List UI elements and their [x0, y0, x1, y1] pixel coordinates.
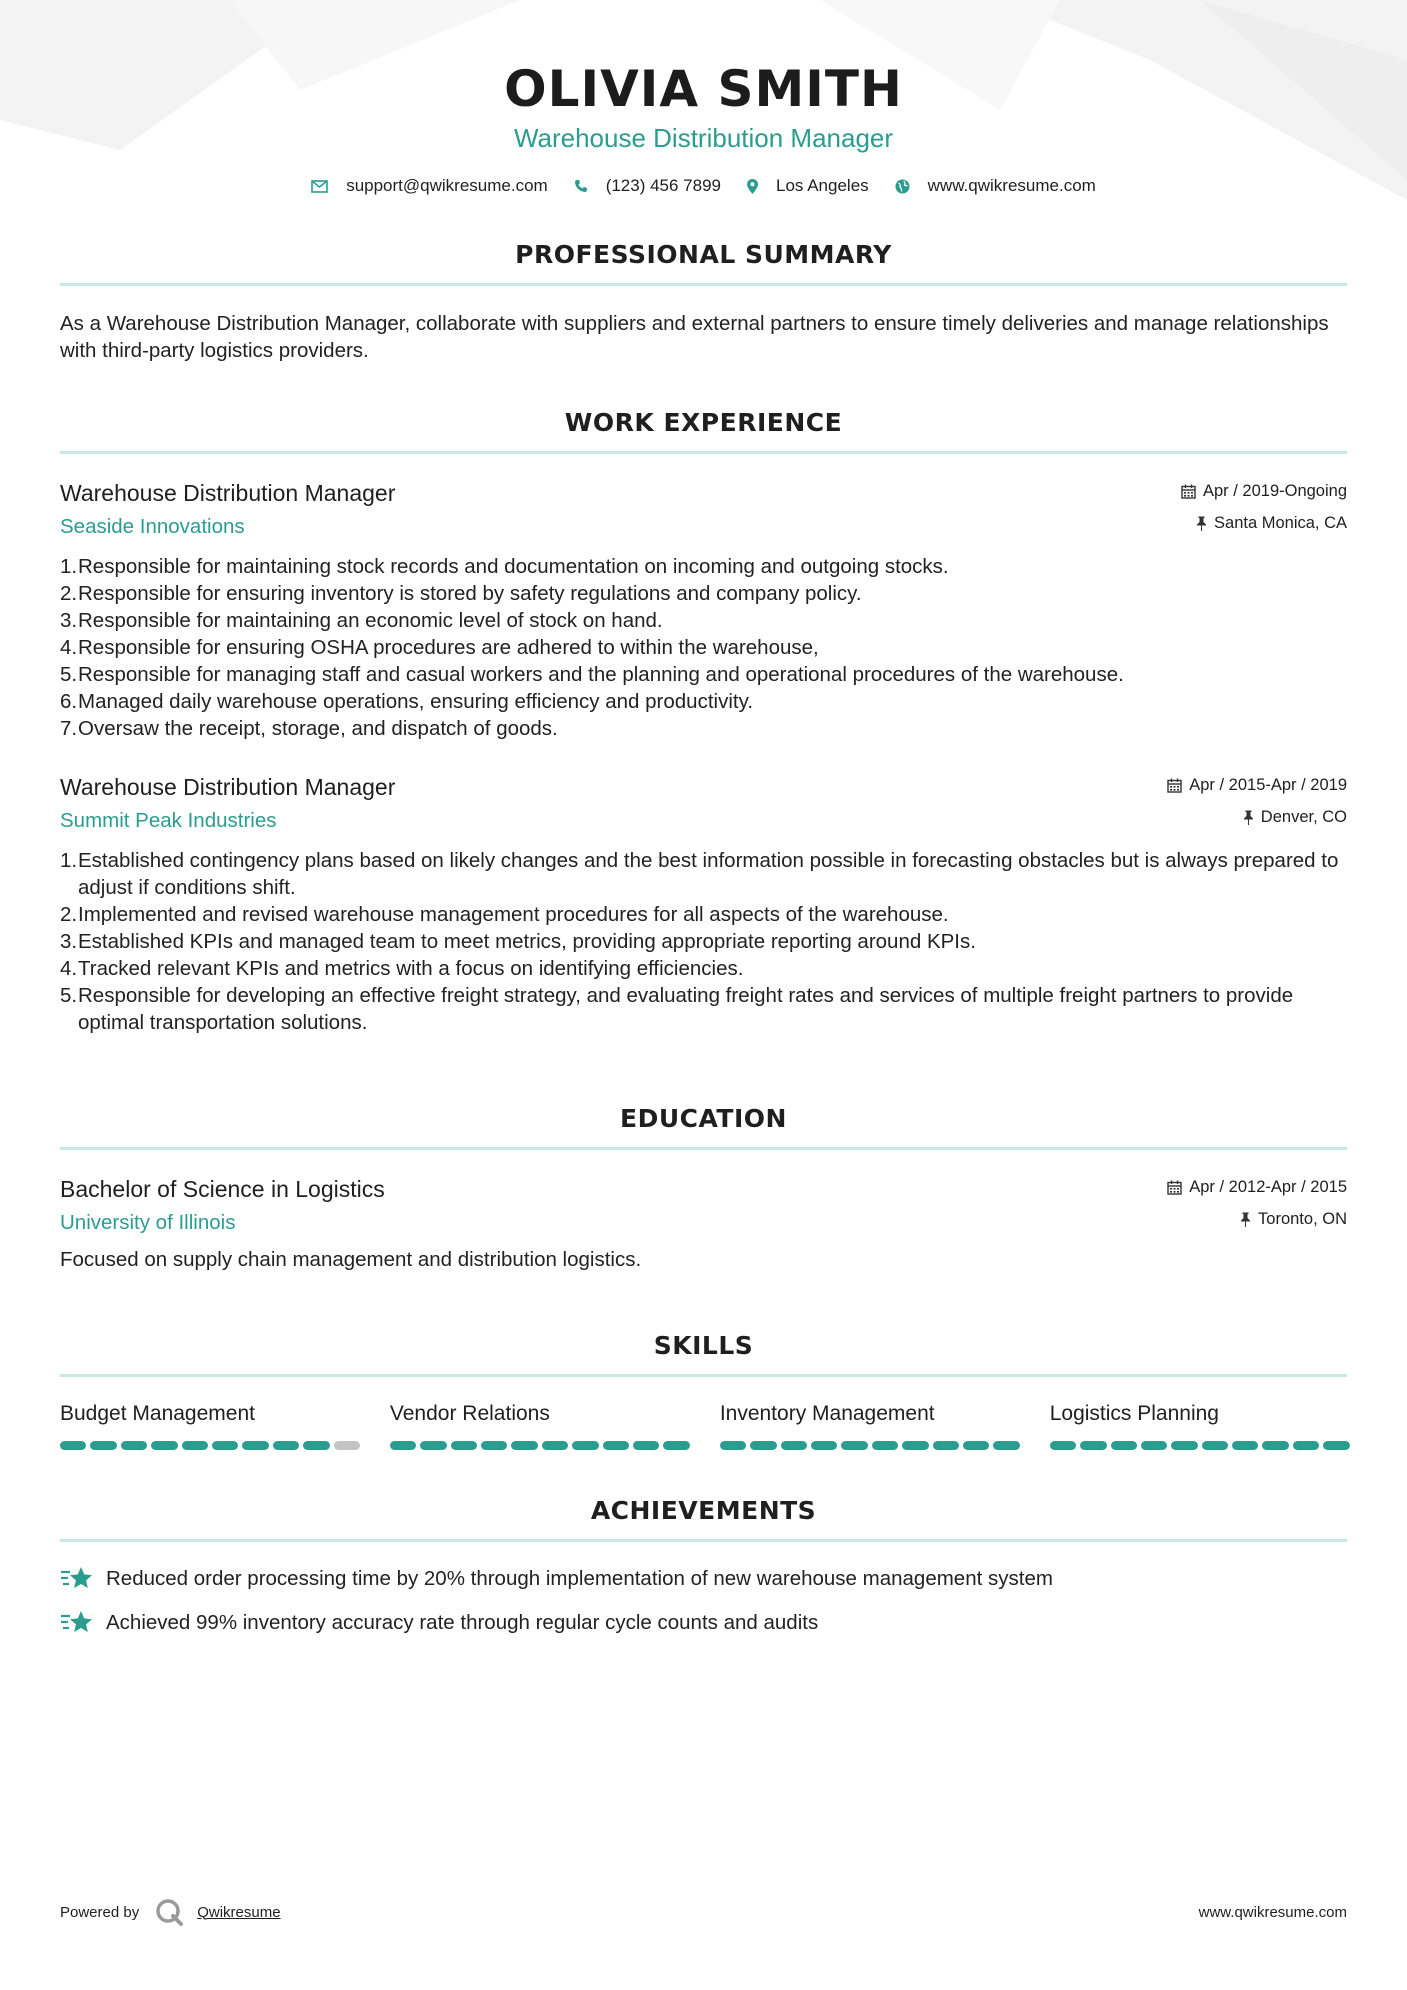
skill-segment-filled	[993, 1441, 1019, 1450]
skill-segment-filled	[933, 1441, 959, 1450]
calendar-icon	[1167, 778, 1182, 793]
skill-segment-filled	[781, 1441, 807, 1450]
section-divider	[60, 1147, 1347, 1150]
skill-segment-filled	[963, 1441, 989, 1450]
skill-segment-filled	[1262, 1441, 1288, 1450]
skill-item	[720, 1401, 1020, 1450]
skill-segment-filled	[1323, 1441, 1349, 1450]
achievements-list	[60, 1564, 1347, 1638]
job-company: Seaside Innovations	[60, 515, 245, 538]
skill-level-bar	[60, 1441, 360, 1450]
skill-segment-filled	[121, 1441, 147, 1450]
website-text: www.qwikresume.com	[927, 176, 1096, 195]
skill-segment-filled	[212, 1441, 238, 1450]
resume-header	[60, 0, 1347, 196]
skill-segment-filled	[572, 1441, 598, 1450]
education-section	[60, 1104, 1347, 1273]
pin-icon	[1196, 516, 1207, 531]
job-dates: Apr / 2015-Apr / 2019	[1189, 775, 1347, 794]
skill-segment-filled	[273, 1441, 299, 1450]
skill-segment-filled	[182, 1441, 208, 1450]
skill-segment-filled	[1080, 1441, 1106, 1450]
list-item: 4. Tracked relevant KPIs and metrics with a focus on identifying efficiencies.	[60, 957, 744, 980]
job-responsibilities	[60, 553, 1347, 742]
section-divider	[60, 1539, 1347, 1542]
pin-icon	[1240, 1212, 1251, 1227]
email-text: support@qwikresume.com	[346, 176, 548, 195]
section-divider	[60, 451, 1347, 454]
skill-segment-filled	[390, 1441, 416, 1450]
achievements-heading: ACHIEVEMENTS	[590, 1496, 817, 1525]
job-location: Santa Monica, CA	[1214, 513, 1347, 532]
star-icon	[60, 1565, 94, 1593]
location-text: Los Angeles	[776, 176, 869, 195]
phone-icon	[574, 179, 588, 193]
list-item: 3. Responsible for maintaining an economic level of stock on hand.	[60, 609, 663, 632]
powered-by-label: Powered by	[60, 1903, 140, 1921]
skill-name: Vendor Relations	[389, 1402, 550, 1425]
skill-segment-filled	[151, 1441, 177, 1450]
contact-phone[interactable]	[574, 176, 721, 196]
skill-item	[60, 1401, 360, 1450]
education-location: Toronto, ON	[1258, 1209, 1347, 1228]
skill-segment-filled	[603, 1441, 629, 1450]
calendar-icon	[1167, 1180, 1182, 1195]
skill-level-bar	[390, 1441, 690, 1450]
skill-segment-empty	[334, 1441, 360, 1450]
skill-segment-filled	[1050, 1441, 1076, 1450]
skill-segment-filled	[481, 1441, 507, 1450]
job-location: Denver, CO	[1260, 807, 1347, 826]
contact-website[interactable]	[895, 176, 1096, 196]
experience-section	[60, 408, 1347, 1036]
job-entry	[60, 478, 1347, 742]
list-item: 3. Established KPIs and managed team to meet metrics, providing appropriate reporting around KPIs.	[60, 930, 976, 953]
summary-text: As a Warehouse Distribution Manager, collaborate with suppliers and external partners to ensure timely deliveries and manage relationships with third-party logistics providers.	[60, 312, 1329, 362]
skill-segment-filled	[1171, 1441, 1197, 1450]
summary-heading: PROFESSIONAL SUMMARY	[515, 240, 892, 269]
skill-level-bar	[1050, 1441, 1350, 1450]
envelope-icon	[311, 180, 328, 193]
list-item: 1. Established contingency plans based on likely changes and the best information possible in forecasting obstacles but is always prepared to adjust if conditions shift.	[60, 849, 1339, 899]
candidate-name: OLIVIA SMITH	[504, 60, 903, 118]
skill-segment-filled	[720, 1441, 746, 1450]
candidate-role: Warehouse Distribution Manager	[513, 123, 894, 153]
skill-segment-filled	[60, 1441, 86, 1450]
education-description: Focused on supply chain management and distribution logistics.	[60, 1248, 642, 1271]
skill-segment-filled	[90, 1441, 116, 1450]
achievement-text: Reduced order processing time by 20% through implementation of new warehouse management system	[106, 1567, 1053, 1590]
degree-title: Bachelor of Science in Logistics	[60, 1176, 385, 1202]
job-title: Warehouse Distribution Manager	[60, 480, 396, 506]
skill-name: Inventory Management	[719, 1402, 935, 1425]
skill-segment-filled	[902, 1441, 928, 1450]
list-item: 4. Responsible for ensuring OSHA procedures are adhered to within the warehouse,	[60, 636, 819, 659]
skill-item	[1050, 1401, 1350, 1450]
job-responsibilities	[60, 847, 1347, 1036]
skill-segment-filled	[633, 1441, 659, 1450]
page-footer	[60, 1898, 1347, 1926]
education-heading: EDUCATION	[620, 1104, 787, 1133]
skill-item	[390, 1401, 690, 1450]
skill-segment-filled	[811, 1441, 837, 1450]
job-company: Summit Peak Industries	[60, 809, 277, 832]
powered-by	[60, 1898, 281, 1926]
skills-heading: SKILLS	[653, 1331, 754, 1360]
contact-location	[747, 176, 869, 196]
education-dates: Apr / 2012-Apr / 2015	[1189, 1177, 1347, 1196]
list-item: 2. Implemented and revised warehouse management procedures for all aspects of the warehouse.	[60, 903, 949, 926]
footer-website[interactable]: www.qwikresume.com	[1198, 1903, 1347, 1921]
qwikresume-link[interactable]: Qwikresume	[197, 1903, 281, 1921]
skill-segment-filled	[750, 1441, 776, 1450]
school-name: University of Illinois	[60, 1211, 236, 1234]
section-divider	[60, 283, 1347, 286]
skill-segment-filled	[1202, 1441, 1228, 1450]
skill-segment-filled	[420, 1441, 446, 1450]
qwikresume-logo-icon	[155, 1898, 183, 1926]
list-item: 1. Responsible for maintaining stock records and documentation on incoming and outgoing stocks.	[60, 555, 949, 578]
list-item: 2. Responsible for ensuring inventory is stored by safety regulations and company policy.	[60, 582, 862, 605]
skill-segment-filled	[1293, 1441, 1319, 1450]
summary-section	[60, 240, 1347, 364]
pin-icon	[1243, 810, 1254, 825]
skill-segment-filled	[1141, 1441, 1167, 1450]
job-entry	[60, 772, 1347, 1036]
list-item: 6. Managed daily warehouse operations, ensuring efficiency and productivity.	[60, 690, 754, 713]
skill-name: Budget Management	[60, 1402, 255, 1425]
skill-segment-filled	[663, 1441, 689, 1450]
skill-segment-filled	[1111, 1441, 1137, 1450]
skills-list	[60, 1401, 1347, 1450]
skill-segment-filled	[242, 1441, 268, 1450]
achievements-section	[60, 1496, 1347, 1638]
experience-heading: WORK EXPERIENCE	[564, 408, 843, 437]
skill-segment-filled	[841, 1441, 867, 1450]
list-item: 5. Responsible for managing staff and casual workers and the planning and operational procedures of the warehouse.	[60, 663, 1124, 686]
skill-level-bar	[720, 1441, 1020, 1450]
skill-segment-filled	[451, 1441, 477, 1450]
achievement-text: Achieved 99% inventory accuracy rate through regular cycle counts and audits	[106, 1611, 819, 1634]
achievement-item	[60, 1608, 1347, 1638]
list-item: 5. Responsible for developing an effective freight strategy, and evaluating freight rates and services of multiple freight partners to provide optimal transportation solutions.	[60, 984, 1294, 1034]
skill-name: Logistics Planning	[1049, 1402, 1219, 1425]
skill-segment-filled	[872, 1441, 898, 1450]
contact-email[interactable]	[311, 176, 548, 196]
achievement-item	[60, 1564, 1347, 1594]
skill-segment-filled	[1232, 1441, 1258, 1450]
job-title: Warehouse Distribution Manager	[60, 774, 396, 800]
list-item: 7. Oversaw the receipt, storage, and dispatch of goods.	[60, 717, 558, 740]
contact-bar	[60, 176, 1347, 196]
skill-segment-filled	[542, 1441, 568, 1450]
education-entry	[60, 1174, 1347, 1273]
section-divider	[60, 1374, 1347, 1377]
skill-segment-filled	[511, 1441, 537, 1450]
map-pin-icon	[747, 179, 758, 194]
skill-segment-filled	[303, 1441, 329, 1450]
phone-text: (123) 456 7899	[605, 176, 722, 195]
globe-icon	[895, 179, 910, 194]
skills-section	[60, 1331, 1347, 1450]
star-icon	[60, 1609, 94, 1637]
calendar-icon	[1181, 484, 1196, 499]
job-dates: Apr / 2019-Ongoing	[1202, 481, 1347, 500]
